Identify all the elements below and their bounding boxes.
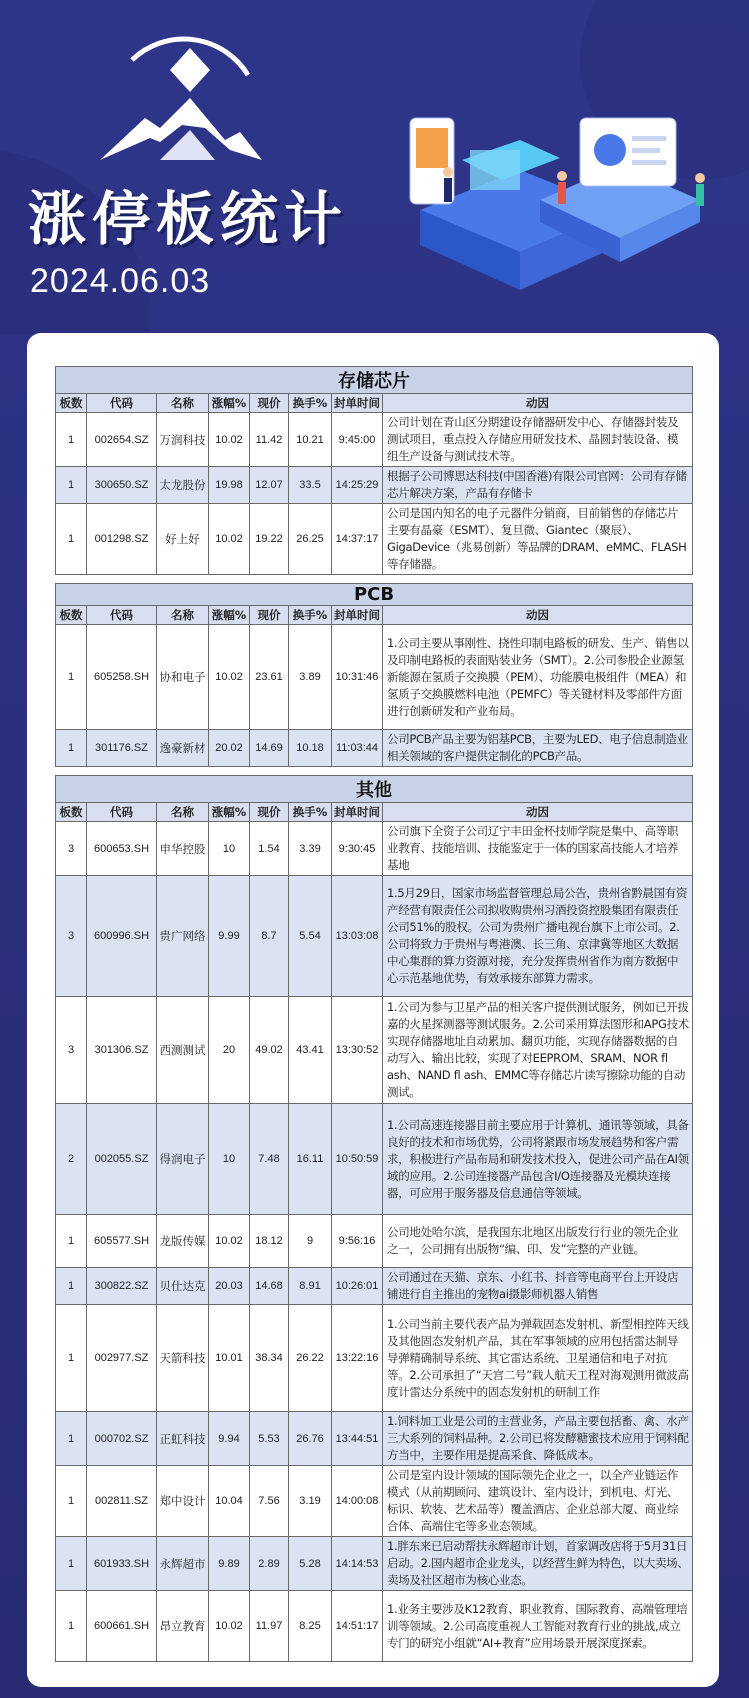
- cell-boards: 2: [56, 1104, 87, 1215]
- cell-turnover: 26.22: [289, 1305, 332, 1412]
- cell-boards: 1: [56, 467, 87, 504]
- cell-price: 7.56: [250, 1466, 289, 1537]
- data-platform-illustration: [410, 118, 705, 290]
- col-header-name: 名称: [157, 803, 209, 822]
- col-header-code: 代码: [87, 394, 157, 413]
- section-title: PCB: [56, 584, 693, 606]
- col-header-seal-time: 封单时间: [332, 803, 383, 822]
- col-header-boards: 板数: [56, 394, 87, 413]
- section-title: 存储芯片: [56, 367, 693, 394]
- cell-reason: 1.公司当前主要代表产品为弹载固态发射机、新型相控阵天线及其他固态发射机产品，其在军事领域的应用包括雷达制导导弹精确制导系统、其它雷达系统、卫星通信和电子对抗等。2.公司承担了“天宫二号”载人航天工程对海观测用微波高度计雷达分系统中的固态发射机的研制工作: [383, 1305, 693, 1412]
- cell-code: 600661.SH: [87, 1591, 157, 1662]
- report-date: 2024.06.03: [30, 262, 211, 300]
- table-row: [56, 997, 693, 1104]
- cell-reason: 公司旗下全资子公司辽宁丰田金杯技师学院是集中、高等职业教育、技能培训、技能鉴定于一体的国家高技能人才培养基地: [383, 822, 693, 876]
- table-row: [56, 625, 693, 730]
- cell-name: 西测测试: [157, 997, 209, 1104]
- cell-turnover: 5.28: [289, 1537, 332, 1591]
- table-row: [56, 1305, 693, 1412]
- table-row: [56, 1466, 693, 1537]
- cell-seal-time: 11:03:44: [332, 730, 383, 767]
- cell-turnover: 26.25: [289, 504, 332, 575]
- cell-change: 10.02: [209, 413, 250, 467]
- cell-seal-time: 9:45:00: [332, 413, 383, 467]
- cell-boards: 1: [56, 1466, 87, 1537]
- section-table-storage: [55, 366, 693, 575]
- table-row: [56, 504, 693, 575]
- cell-change: 10.04: [209, 1466, 250, 1537]
- cell-price: 2.89: [250, 1537, 289, 1591]
- page-title: 涨停板统计: [28, 185, 349, 253]
- table-row: [56, 1591, 693, 1662]
- cell-turnover: 33.5: [289, 467, 332, 504]
- cell-reason: 公司计划在青山区分期建设存储器研发中心、存储器封装及测试项目，重点投入存储应用研发技术、晶圆封装设备、模组生产设备与测试技术等。: [383, 413, 693, 467]
- col-header-seal-time: 封单时间: [332, 606, 383, 625]
- cell-price: 19.22: [250, 504, 289, 575]
- cell-change: 20.03: [209, 1268, 250, 1305]
- cell-reason: 公司通过在天猫、京东、小红书、抖音等电商平台上开设店铺进行自主推出的宠物ai摄影师机器人销售: [383, 1268, 693, 1305]
- cell-seal-time: 13:44:51: [332, 1412, 383, 1466]
- cell-change: 9.99: [209, 876, 250, 997]
- cell-change: 20: [209, 997, 250, 1104]
- table-row: [56, 413, 693, 467]
- cell-price: 49.02: [250, 997, 289, 1104]
- col-header-seal-time: 封单时间: [332, 394, 383, 413]
- section-table-pcb: [55, 583, 693, 767]
- cell-seal-time: 14:00:08: [332, 1466, 383, 1537]
- table-row: [56, 1215, 693, 1268]
- cell-code: 605258.SH: [87, 625, 157, 730]
- cell-turnover: 10.21: [289, 413, 332, 467]
- cell-turnover: 8.25: [289, 1591, 332, 1662]
- col-header-name: 名称: [157, 394, 209, 413]
- cell-turnover: 3.89: [289, 625, 332, 730]
- col-header-reason: 动因: [383, 803, 693, 822]
- cell-code: 600996.SH: [87, 876, 157, 997]
- col-header-code: 代码: [87, 606, 157, 625]
- cell-price: 23.61: [250, 625, 289, 730]
- cell-seal-time: 14:25:29: [332, 467, 383, 504]
- table-row: [56, 822, 693, 876]
- cell-seal-time: 10:26:01: [332, 1268, 383, 1305]
- cell-name: 逸豪新材: [157, 730, 209, 767]
- hero-banner: [0, 0, 749, 335]
- cell-price: 8.7: [250, 876, 289, 997]
- cell-price: 11.97: [250, 1591, 289, 1662]
- cell-turnover: 3.19: [289, 1466, 332, 1537]
- cell-turnover: 43.41: [289, 997, 332, 1104]
- cell-name: 正虹科技: [157, 1412, 209, 1466]
- cell-name: 昂立教育: [157, 1591, 209, 1662]
- mountain-logo-icon: [100, 39, 262, 160]
- cell-code: 300822.SZ: [87, 1268, 157, 1305]
- col-header-price: 现价: [250, 803, 289, 822]
- col-header-change: 涨幅%: [209, 394, 250, 413]
- cell-name: 协和电子: [157, 625, 209, 730]
- cell-price: 12.07: [250, 467, 289, 504]
- cell-seal-time: 14:14:53: [332, 1537, 383, 1591]
- section-title: 其他: [56, 776, 693, 803]
- cell-reason: 1.胖东来已启动帮扶永辉超市计划，首家调改店将于5月31日启动。2.国内超市企业龙头，以经营生鲜为特色，以大卖场、卖场及社区超市为核心业态。: [383, 1537, 693, 1591]
- cell-name: 郑中设计: [157, 1466, 209, 1537]
- cell-price: 14.69: [250, 730, 289, 767]
- col-header-price: 现价: [250, 394, 289, 413]
- cell-reason: 1.公司为参与卫星产品的相关客户提供测试服务，例如已开拔嘉的火星探测器等测试服务。2.公司采用算法图形和APG技术实现存储器地址自动累加、翻页功能，实现存储器数据的自动写入、输出比较，实现了对EEPROM、SRAM、NOR fl ash、NAND fl ash、EMMC等存储芯片读写擦除功能的自动测试。: [383, 997, 693, 1104]
- cell-turnover: 5.54: [289, 876, 332, 997]
- cell-name: 得润电子: [157, 1104, 209, 1215]
- tables-container: [55, 366, 692, 1662]
- cell-change: 10.02: [209, 504, 250, 575]
- cell-boards: 1: [56, 730, 87, 767]
- cell-change: 10.02: [209, 1591, 250, 1662]
- cell-name: 龙版传媒: [157, 1215, 209, 1268]
- cell-turnover: 16.11: [289, 1104, 332, 1215]
- cell-price: 5.53: [250, 1412, 289, 1466]
- table-row: [56, 1412, 693, 1466]
- cell-price: 1.54: [250, 822, 289, 876]
- cell-name: 永辉超市: [157, 1537, 209, 1591]
- col-header-code: 代码: [87, 803, 157, 822]
- cell-price: 11.42: [250, 413, 289, 467]
- cell-boards: 1: [56, 1537, 87, 1591]
- cell-reason: 公司是国内知名的电子元器件分销商，目前销售的存储芯片主要有晶豪（ESMT）、复旦微、Giantec（聚辰）、GigaDevice（兆易创新）等品牌的DRAM、eMMC、FLASH等存储器。: [383, 504, 693, 575]
- cell-boards: 1: [56, 413, 87, 467]
- cell-boards: 1: [56, 1591, 87, 1662]
- cell-turnover: 9: [289, 1215, 332, 1268]
- cell-code: 600653.SH: [87, 822, 157, 876]
- cell-boards: 1: [56, 625, 87, 730]
- table-row: [56, 1104, 693, 1215]
- table-row: [56, 1537, 693, 1591]
- cell-name: 万润科技: [157, 413, 209, 467]
- col-header-boards: 板数: [56, 803, 87, 822]
- cell-seal-time: 9:56:16: [332, 1215, 383, 1268]
- cell-change: 9.94: [209, 1412, 250, 1466]
- cell-change: 19.98: [209, 467, 250, 504]
- cell-seal-time: 13:30:52: [332, 997, 383, 1104]
- cell-seal-time: 14:37:17: [332, 504, 383, 575]
- cell-name: 天箭科技: [157, 1305, 209, 1412]
- cell-change: 9.89: [209, 1537, 250, 1591]
- cell-code: 002977.SZ: [87, 1305, 157, 1412]
- cell-change: 10: [209, 1104, 250, 1215]
- cell-seal-time: 10:31:46: [332, 625, 383, 730]
- col-header-turnover: 换手%: [289, 394, 332, 413]
- cell-turnover: 26.76: [289, 1412, 332, 1466]
- cell-turnover: 3.39: [289, 822, 332, 876]
- cell-code: 605577.SH: [87, 1215, 157, 1268]
- cell-code: 301306.SZ: [87, 997, 157, 1104]
- cell-price: 18.12: [250, 1215, 289, 1268]
- col-header-name: 名称: [157, 606, 209, 625]
- cell-turnover: 8.91: [289, 1268, 332, 1305]
- cell-seal-time: 10:50:59: [332, 1104, 383, 1215]
- col-header-change: 涨幅%: [209, 803, 250, 822]
- table-row: [56, 1268, 693, 1305]
- col-header-change: 涨幅%: [209, 606, 250, 625]
- cell-turnover: 10.18: [289, 730, 332, 767]
- cell-name: 好上好: [157, 504, 209, 575]
- table-row: [56, 730, 693, 767]
- col-header-turnover: 换手%: [289, 803, 332, 822]
- cell-boards: 3: [56, 876, 87, 997]
- cell-change: 10: [209, 822, 250, 876]
- cell-boards: 3: [56, 822, 87, 876]
- col-header-reason: 动因: [383, 606, 693, 625]
- table-row: [56, 876, 693, 997]
- cell-seal-time: 14:51:17: [332, 1591, 383, 1662]
- cell-code: 000702.SZ: [87, 1412, 157, 1466]
- cell-code: 301176.SZ: [87, 730, 157, 767]
- cell-boards: 1: [56, 1305, 87, 1412]
- cell-boards: 3: [56, 997, 87, 1104]
- cell-code: 002811.SZ: [87, 1466, 157, 1537]
- cell-code: 001298.SZ: [87, 504, 157, 575]
- cell-code: 002654.SZ: [87, 413, 157, 467]
- cell-reason: 公司地处哈尔滨，是我国东北地区出版发行行业的领先企业之一，公司拥有出版物“编、印、发”完整的产业链。: [383, 1215, 693, 1268]
- cell-boards: 1: [56, 1215, 87, 1268]
- cell-price: 7.48: [250, 1104, 289, 1215]
- cell-seal-time: 13:22:16: [332, 1305, 383, 1412]
- cell-reason: 1.公司主要从事刚性、挠性印制电路板的研发、生产、销售以及印制电路板的表面贴装业务（SMT）。2.公司参股企业源氢新能源在氢质子交换膜（PEM）、功能膜电极组件（MEA）和氢质子交换膜燃料电池（PEMFC）等关键材料及零部件方面进行创新研发和产业布局。: [383, 625, 693, 730]
- cell-reason: 1.公司高速连接器目前主要应用于计算机、通讯等领域，具备良好的技术和市场优势，公司将紧跟市场发展趋势和客户需求，积极进行产品布局和研发技术投入，促进公司产品在AI领域的应用。2.公司连接器产品包含I/O连接器及光模块连接器，可应用于服务器及信息通信等领域。: [383, 1104, 693, 1215]
- cell-change: 10.02: [209, 1215, 250, 1268]
- cell-boards: 1: [56, 504, 87, 575]
- cell-price: 38.34: [250, 1305, 289, 1412]
- cell-change: 10.01: [209, 1305, 250, 1412]
- cell-boards: 1: [56, 1268, 87, 1305]
- col-header-boards: 板数: [56, 606, 87, 625]
- cell-code: 601933.SH: [87, 1537, 157, 1591]
- section-table-other: [55, 775, 693, 1662]
- cell-reason: 公司PCB产品主要为铝基PCB，主要为LED、电子信息制造业相关领域的客户提供定制化的PCB产品。: [383, 730, 693, 767]
- cell-name: 申华控股: [157, 822, 209, 876]
- cell-reason: 1.5月29日，国家市场监督管理总局公告，贵州省黔晨国有资产经营有限责任公司拟收购贵州习酒投资控股集团有限责任公司51%的股权。公司为贵州广播电视台旗下上市公司。2.公司将致力于贵州与粤港澳、长三角、京津冀等地区大数据中心集群的算力资源对接，充分发挥贵州省作为南方数据中心示范基地优势，有效承接东部算力需求。: [383, 876, 693, 997]
- cell-change: 20.02: [209, 730, 250, 767]
- cell-name: 贝仕达克: [157, 1268, 209, 1305]
- cell-seal-time: 13:03:08: [332, 876, 383, 997]
- cell-reason: 根据子公司博思达科技(中国香港)有限公司官网：公司有存储芯片解决方案，产品有存储卡: [383, 467, 693, 504]
- cell-seal-time: 9:30:45: [332, 822, 383, 876]
- cell-reason: 1.饲料加工业是公司的主营业务，产品主要包括畜、禽、水产三大系列的饲料品种。2.公司已将发酵糖蜜技术应用于饲料配方当中，主要作用是提高采食、降低成本。: [383, 1412, 693, 1466]
- col-header-reason: 动因: [383, 394, 693, 413]
- cell-reason: 1.业务主要涉及K12教育、职业教育、国际教育、高端管理培训等领域。2.公司高度重视人工智能对教育行业的挑战,成立专门的研究小组就“AI+教育”应用场景开展深度探索。: [383, 1591, 693, 1662]
- cell-name: 太龙股份: [157, 467, 209, 504]
- table-row: [56, 467, 693, 504]
- cell-name: 贵广网络: [157, 876, 209, 997]
- cell-code: 002055.SZ: [87, 1104, 157, 1215]
- col-header-turnover: 换手%: [289, 606, 332, 625]
- cell-boards: 1: [56, 1412, 87, 1466]
- cell-price: 14.68: [250, 1268, 289, 1305]
- col-header-price: 现价: [250, 606, 289, 625]
- cell-code: 300650.SZ: [87, 467, 157, 504]
- cell-reason: 公司是室内设计领域的国际领先企业之一，以全产业链运作模式（从前期顾问、建筑设计、室内设计，到机电、灯光、标识、软装、艺术品等）覆盖酒店、企业总部大厦、商业综合体、高端住宅等多业态领域。: [383, 1466, 693, 1537]
- cell-change: 10.02: [209, 625, 250, 730]
